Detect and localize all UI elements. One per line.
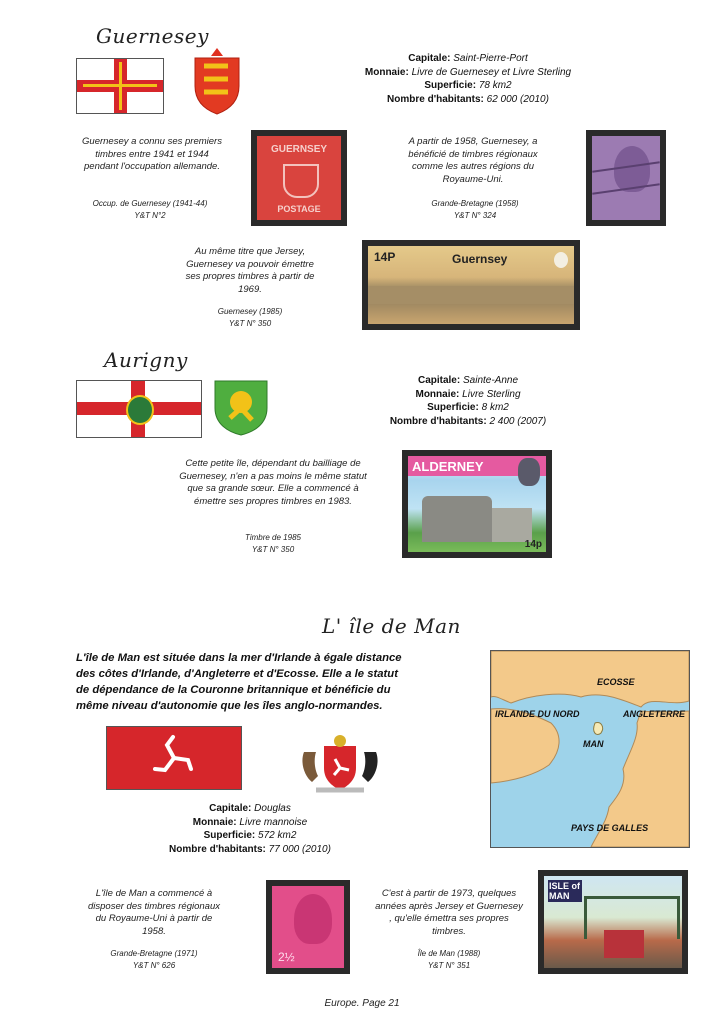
man-coat-of-arms: [294, 732, 386, 796]
man-intro: L'île de Man est située dans la mer d'Irlande à égale distance des côtes d'Irlande, d'Angleterre et d'Ecosse. Elle a le statut de dépendance de la Couronne britannique et bénéficie du même niveau d'autonomie que les îles anglo-normandes.: [76, 652, 402, 712]
alderney-stamp-caption: Timbre de 1985 Y&T N° 350: [245, 533, 301, 554]
guernsey-stamp-1985: 14P Guernsey: [362, 240, 580, 330]
guernsey-info: Capitale: Saint-Pierre-Port Monnaie: Livre de Guernesey et Livre Sterling Superficie: 78 km2 Nombre d'habitants: 62 000 (2010): [364, 53, 572, 105]
guernsey-stamp-1958: [586, 130, 666, 226]
man-title: L' île de Man: [322, 614, 461, 638]
page-footer: Europe. Page 21: [324, 998, 400, 1009]
man-map: [490, 650, 690, 848]
man-stamp2-description: C'est à partir de 1973, quelques années après Jersey et Guernesey , qu'elle émettra ses propres timbres.: [375, 888, 523, 937]
guernsey-stamp3-caption: Guernesey (1985) Y&T N° 350: [217, 307, 283, 328]
guernsey-stamp1-caption: Occup. de Guernesey (1941-44) Y&T N°2: [92, 199, 208, 220]
map-label-scotland: ECOSSE: [597, 677, 635, 687]
man-stamp2-caption: Île de Man (1988) Y&T N° 351: [417, 949, 481, 970]
guernsey-stamp1-description: Guernesey a connu ses premiers timbres entre 1941 et 1944 pendant l'occupation allemande.: [82, 136, 222, 172]
man-stamp1-description: L'île de Man a commencé à disposer des timbres régionaux du Royaume-Uni à partir de 1958.: [87, 888, 220, 937]
alderney-stamp-1985: ALDERNEY 14p: [402, 450, 552, 558]
alderney-stamp-description: Cette petite île, dépendant du bailliage de Guernesey, n'en a pas moins le même statut que sa grande sœur. Elle a commencé à émettre ses propres timbres en 1983.: [179, 458, 367, 507]
alderney-coat-of-arms: [212, 378, 270, 436]
guernsey-stamp2-description: A partir de 1958, Guernesey, a bénéficié de timbres régionaux comme les autres régions du Royaume-Uni.: [408, 136, 538, 185]
guernsey-stamp3-description: Au même titre que Jersey, Guernesey va pouvoir émettre ses propres timbres à partir de 1969.: [185, 246, 315, 295]
map-label-wales: PAYS DE GALLES: [571, 823, 649, 833]
man-stamp-1988: ISLE of MAN: [538, 870, 688, 974]
man-stamp-1971: 2½: [266, 880, 350, 974]
alderney-info: Capitale: Sainte-Anne Monnaie: Livre Sterling Superficie: 8 km2 Nombre d'habitants: 2 400 (2007): [389, 375, 547, 427]
alderney-title: Aurigny: [104, 348, 188, 372]
guernsey-title: Guernesey: [96, 24, 209, 48]
man-stamp1-caption: Grande-Bretagne (1971) Y&T N° 626: [110, 949, 198, 970]
guernsey-flag: [76, 58, 164, 114]
guernsey-stamp-1941: GUERNSEY POSTAGE: [251, 130, 347, 226]
map-label-man: MAN: [583, 739, 604, 749]
guernsey-stamp2-caption: Grande-Bretagne (1958) Y&T N° 324: [431, 199, 519, 220]
guernsey-coat-of-arms: [192, 46, 242, 116]
man-info: Capitale: Douglas Monnaie: Livre mannoise Superficie: 572 km2 Nombre d'habitants: 77 000 (2010): [169, 803, 331, 855]
map-label-england: ANGLETERRE: [623, 709, 686, 719]
alderney-flag: [76, 380, 202, 438]
map-label-northern-ireland: IRLANDE DU NORD: [495, 709, 580, 719]
man-flag: [106, 726, 242, 790]
